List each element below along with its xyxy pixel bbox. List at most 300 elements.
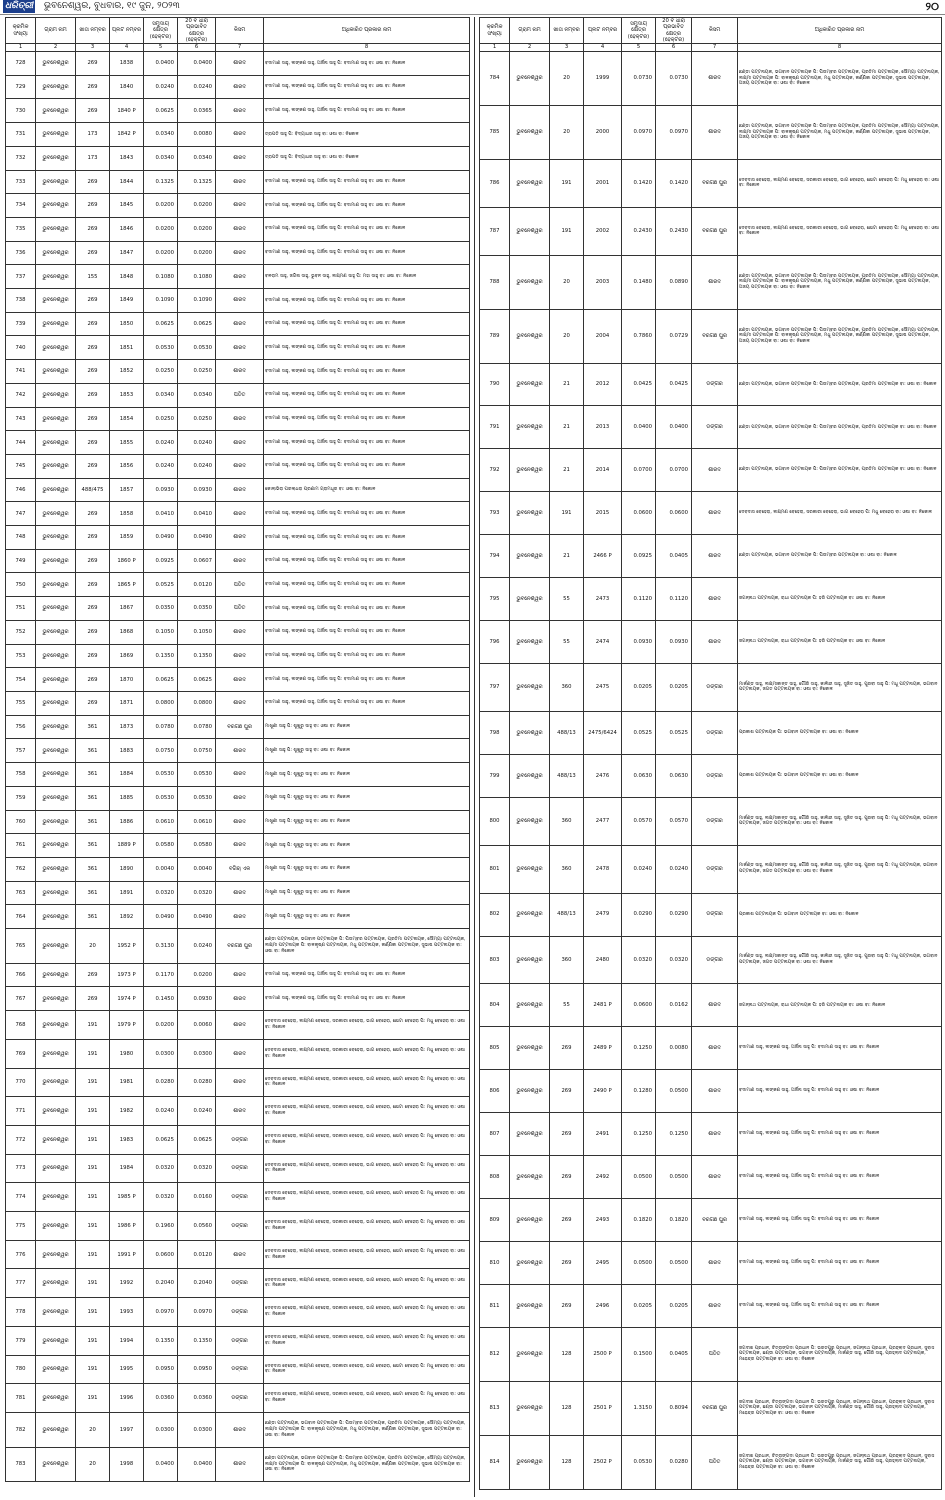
cell-serial: 733 — [6, 170, 36, 194]
cell-plot: 1847 — [110, 241, 144, 265]
table-row — [6, 431, 470, 455]
cell-khata: 20 — [550, 309, 584, 363]
table-row — [6, 360, 470, 384]
cell-owners: ଦେବଦାସ ବେହେରା, ଲକ୍ଷ୍ମଣ ବେହେରା, ସରକାରୀ ବେହେରା, ଭାଗ ବେହେରା, ଛୋଟା ବେହେରା ପି: ମଧୁ ବେହେରା ବା: ଓଷା ବା: ନିକୋଳ — [264, 1154, 470, 1183]
table-row — [6, 265, 470, 289]
cell-serial: 751 — [6, 597, 36, 621]
cell-village: ଭୁବନେଶ୍ୱର — [510, 1284, 550, 1327]
cell-affected-area: 0.0200 — [178, 217, 216, 241]
cell-total-area: 0.0525 — [622, 711, 656, 754]
cell-plot: 1889 P — [110, 834, 144, 858]
cell-total-area: 0.0410 — [144, 502, 178, 526]
cell-total-area: 0.0625 — [144, 1125, 178, 1154]
page-number: ୨୦ — [925, 0, 939, 13]
cell-village: ଭୁବନେଶ୍ୱର — [36, 123, 76, 147]
cell-khata: 269 — [76, 431, 110, 455]
cell-khata: 269 — [550, 1113, 584, 1156]
cell-affected-area: 0.1090 — [178, 289, 216, 313]
cell-total-area: 0.0530 — [622, 1435, 656, 1489]
cell-affected-area: 0.0730 — [656, 52, 692, 106]
cell-serial: 735 — [6, 217, 36, 241]
cell-village: ଭୁବନେଶ୍ୱର — [36, 146, 76, 170]
cell-khata: 269 — [550, 1156, 584, 1199]
cell-village: ଭୁବନେଶ୍ୱର — [36, 644, 76, 668]
cell-total-area: 0.0200 — [144, 241, 178, 265]
cell-affected-area: 0.0729 — [656, 309, 692, 363]
cell-kisam: ଶାରଦ — [692, 449, 738, 492]
cell-owners: ମାଖୁଣୀ ସାହୁ ପି: ଶୁଖୁରୁ ସାହୁ ବା: ଓଷା ବା: ନିକୋଳ — [264, 715, 470, 739]
cell-total-area: 0.1480 — [622, 255, 656, 309]
table-row — [6, 75, 470, 99]
cell-village: ଭୁବନେଶ୍ୱର — [510, 936, 550, 984]
cell-affected-area: 0.0970 — [656, 105, 692, 159]
cell-total-area: 0.7860 — [622, 309, 656, 363]
cell-serial: 787 — [480, 207, 510, 255]
cell-affected-area: 0.1250 — [656, 1113, 692, 1156]
cell-plot: 2013 — [584, 406, 622, 449]
cell-plot: 1846 — [110, 217, 144, 241]
cell-affected-area: 0.0750 — [178, 739, 216, 763]
cell-plot: 1857 — [110, 478, 144, 502]
table-body — [6, 52, 470, 1482]
cell-khata: 191 — [76, 1097, 110, 1126]
table-row — [480, 255, 942, 309]
cell-plot: 1973 P — [110, 963, 144, 987]
header-cell: ଖାତା ନମ୍ବର — [550, 18, 584, 44]
table-row — [6, 881, 470, 905]
cell-affected-area: 0.0780 — [178, 715, 216, 739]
land-acquisition-table-right — [479, 17, 942, 1490]
cell-kisam: ଶାରଦ — [692, 105, 738, 159]
cell-village: ଭୁବନେଶ୍ୱର — [36, 963, 76, 987]
cell-khata: 191 — [76, 1355, 110, 1384]
cell-serial: 742 — [6, 383, 36, 407]
cell-total-area: 0.0500 — [622, 1241, 656, 1284]
cell-total-area: 0.3130 — [144, 929, 178, 964]
cell-kisam: ଡଙ୍ଗର — [692, 363, 738, 406]
cell-affected-area: 0.0700 — [656, 449, 692, 492]
cell-total-area: 0.1350 — [144, 644, 178, 668]
cell-owners: ବଦାମାଣ ସାହୁ, ଲଙ୍କଣ ସାହୁ, ଅର୍ଜିନା ସାହୁ ପି: ବଦାମାଣ ସାହୁ ବା: ଓଷା ବା: ନିକୋଳ — [264, 170, 470, 194]
cell-village: ଭୁବନେଶ୍ୱର — [510, 1070, 550, 1113]
cell-khata: 488/13 — [550, 893, 584, 936]
cell-kisam: ଶାରଦ — [692, 621, 738, 664]
table-row — [480, 159, 942, 207]
cell-total-area: 0.0320 — [144, 1154, 178, 1183]
newspaper-logo: ଧରିତ୍ରୀ — [4, 1, 34, 11]
cell-village: ଭୁବନେଶ୍ୱର — [36, 810, 76, 834]
cell-serial: 790 — [480, 363, 510, 406]
header-cell: ଗ୍ରାମ ନାମ — [510, 18, 550, 44]
cell-village: ଭୁବନେଶ୍ୱର — [36, 1412, 76, 1447]
cell-total-area: 0.0500 — [622, 1156, 656, 1199]
cell-serial: 728 — [6, 52, 36, 76]
table-row — [6, 454, 470, 478]
cell-plot: 2495 — [584, 1241, 622, 1284]
cell-village: ଭୁବନେଶ୍ୱର — [36, 1298, 76, 1327]
cell-total-area: 0.0350 — [144, 597, 178, 621]
cell-serial: 759 — [6, 786, 36, 810]
table-row — [6, 549, 470, 573]
cell-owners: ଛଣ୍ଡା ପଟ୍ଟନାୟକ, ଭଗବାନ ପଟ୍ଟନାୟକ ପି: ପିତାମ୍ବର ପଟ୍ଟନାୟକ, ପ୍ରତିମା ପଟ୍ଟନାୟକ, ସୌମ୍ୟା ପଟ୍ଟନାୟକ, ଲକ୍ଷ୍ମୀ ପଟ୍ଟନାୟକ ପି: ବାଳକୃଷ୍ଣ ପଟ୍ଟନାୟକ, ମଧୁ ପଟ୍ଟନାୟକ, କର୍ଣ୍ଣିକା ପଟ୍ଟନାୟକ, ସୁଭାଷ ପଟ୍ଟନାୟକ ବା: ଓଷା ବା: ନିକୋଳ — [264, 1412, 470, 1447]
cell-total-area: 0.0625 — [144, 99, 178, 123]
cell-affected-area: 0.0240 — [656, 845, 692, 893]
cell-serial: 745 — [6, 454, 36, 478]
cell-serial: 783 — [6, 1447, 36, 1482]
cell-affected-area: 0.0250 — [178, 360, 216, 384]
cell-plot: 1892 — [110, 905, 144, 929]
cell-plot: 2475 — [584, 663, 622, 711]
cell-plot: 2501 P — [584, 1381, 622, 1435]
cell-village: ଭୁବନେଶ୍ୱର — [510, 1241, 550, 1284]
cell-affected-area: 0.0405 — [656, 1327, 692, 1381]
header-cell: 20 ବ ଧାରା ପ୍ରଭାବିତ କ୍ଷେତ୍ର (ହେକ୍ଟର) — [178, 18, 216, 44]
cell-affected-area: 0.0200 — [178, 241, 216, 265]
cell-kisam: ଶାରଦ — [216, 881, 264, 905]
cell-affected-area: 0.0340 — [178, 383, 216, 407]
cell-total-area: 0.0490 — [144, 905, 178, 929]
cell-village: ଭୁବନେଶ୍ୱର — [510, 255, 550, 309]
column-number: 8 — [264, 44, 470, 52]
cell-serial: 774 — [6, 1183, 36, 1212]
table-row — [6, 146, 470, 170]
cell-serial: 808 — [480, 1156, 510, 1199]
cell-serial: 810 — [480, 1241, 510, 1284]
cell-affected-area: 0.0400 — [656, 406, 692, 449]
cell-village: ଭୁବନେଶ୍ୱର — [36, 431, 76, 455]
cell-khata: 361 — [76, 739, 110, 763]
cell-khata: 191 — [76, 1011, 110, 1040]
column-number: 1 — [6, 44, 36, 52]
cell-khata: 191 — [550, 207, 584, 255]
table-row — [6, 644, 470, 668]
cell-serial: 776 — [6, 1240, 36, 1269]
cell-serial: 760 — [6, 810, 36, 834]
table-row — [480, 984, 942, 1027]
cell-owners: ବଦାମାଣ ସାହୁ, ଲଙ୍କଣ ସାହୁ, ଅର୍ଜିନା ସାହୁ ପି: ବଦାମାଣ ସାହୁ ବା: ଓଷା ବା: ନିକୋଳ — [264, 526, 470, 550]
cell-serial: 741 — [6, 360, 36, 384]
cell-kisam: ଡଙ୍ଗର — [692, 845, 738, 893]
cell-affected-area: 0.0625 — [178, 668, 216, 692]
cell-village: ଭୁବନେଶ୍ୱର — [36, 1039, 76, 1068]
cell-total-area: 0.1250 — [622, 1113, 656, 1156]
cell-kisam: ଡଙ୍ଗର — [216, 1212, 264, 1241]
cell-plot: 2491 — [584, 1113, 622, 1156]
cell-kisam: ଶାରଦ — [692, 255, 738, 309]
cell-village: ଭୁବନେଶ୍ୱର — [36, 265, 76, 289]
cell-village: ଭୁବନେଶ୍ୱର — [510, 845, 550, 893]
cell-village: ଭୁବନେଶ୍ୱର — [510, 1156, 550, 1199]
table-row — [480, 535, 942, 578]
table-row — [6, 1240, 470, 1269]
cell-affected-area: 0.0120 — [178, 573, 216, 597]
cell-owners: ଛଣ୍ଡା ପଟ୍ଟନାୟକ, ଭଗବାନ ପଟ୍ଟନାୟକ ପି: ପିତାମ୍ବର ପଟ୍ଟନାୟକ, ପ୍ରତିମା ପଟ୍ଟନାୟକ, ସୌମ୍ୟା ପଟ୍ଟନାୟକ, ଲକ୍ଷ୍ମୀ ପଟ୍ଟନାୟକ ପି: ବାଳକୃଷ୍ଣ ପଟ୍ଟନାୟକ, ମଧୁ ପଟ୍ଟନାୟକ, କର୍ଣ୍ଣିକା ପଟ୍ଟନାୟକ, ସୁଭାଷ ପଟ୍ଟନାୟକ, ଅଜୟ ପଟ୍ଟନାୟକ ବା: ଓଷା ବା: ନିକୋଳ — [738, 309, 942, 363]
cell-kisam: ବରଗଛ ଘୁର — [692, 159, 738, 207]
cell-total-area: 0.0970 — [622, 105, 656, 159]
cell-serial: 763 — [6, 881, 36, 905]
cell-owners: ବଦାମାଣ ସାହୁ, ଲଙ୍କଣ ସାହୁ, ଅର୍ଜିନା ସାହୁ ପି: ବଦାମାଣ ସାହୁ ବା: ଓଷା ବା: ନିକୋଳ — [264, 644, 470, 668]
table-row — [480, 711, 942, 754]
cell-kisam: ଡଙ୍ଗର — [216, 1125, 264, 1154]
column-number: 3 — [550, 44, 584, 52]
cell-khata: 191 — [76, 1068, 110, 1097]
cell-total-area: 0.2430 — [622, 207, 656, 255]
land-acquisition-table-left — [5, 17, 470, 1482]
table-row — [6, 1326, 470, 1355]
cell-total-area: 0.0750 — [144, 739, 178, 763]
cell-serial: 749 — [6, 549, 36, 573]
cell-village: ଭୁବନେଶ୍ୱର — [36, 170, 76, 194]
cell-affected-area: 0.0200 — [178, 194, 216, 218]
table-row — [6, 1355, 470, 1384]
table-row — [6, 526, 470, 550]
cell-serial: 771 — [6, 1097, 36, 1126]
table-row — [6, 1183, 470, 1212]
cell-plot: 2489 P — [584, 1027, 622, 1070]
cell-owners: ଛଣ୍ଡା ପଟ୍ଟନାୟକ, ଭଗବାନ ପଟ୍ଟନାୟକ ପି: ପିତାମ୍ବର ପଟ୍ଟନାୟକ, ପ୍ରତିମା ପଟ୍ଟନାୟକ ବା: ଓଷା ବା: ନିକୋଳ — [738, 449, 942, 492]
cell-village: ଭୁବନେଶ୍ୱର — [510, 52, 550, 106]
cell-affected-area: 0.0400 — [178, 1447, 216, 1482]
cell-total-area: 0.0320 — [144, 1183, 178, 1212]
table-row — [6, 1212, 470, 1241]
cell-serial: 773 — [6, 1154, 36, 1183]
table-row — [480, 363, 942, 406]
cell-village: ଭୁବନେଶ୍ୱର — [510, 363, 550, 406]
cell-village: ଭୁବନେଶ୍ୱର — [36, 241, 76, 265]
cell-total-area: 0.1250 — [622, 1027, 656, 1070]
cell-village: ଭୁବନେଶ୍ୱର — [36, 52, 76, 76]
table-row — [6, 289, 470, 313]
cell-khata: 191 — [76, 1039, 110, 1068]
column-number: 8 — [738, 44, 942, 52]
cell-affected-area: 0.0080 — [656, 1027, 692, 1070]
cell-khata: 20 — [550, 255, 584, 309]
cell-plot: 1890 — [110, 857, 144, 881]
cell-serial: 779 — [6, 1326, 36, 1355]
cell-serial: 762 — [6, 857, 36, 881]
table-row — [480, 1113, 942, 1156]
cell-serial: 730 — [6, 99, 36, 123]
cell-plot: 1886 — [110, 810, 144, 834]
cell-plot: 2480 — [584, 936, 622, 984]
cell-village: ଭୁବନେଶ୍ୱର — [36, 905, 76, 929]
cell-village: ଭୁବନେଶ୍ୱର — [36, 1384, 76, 1413]
table-row — [6, 929, 470, 964]
cell-village: ଭୁବନେଶ୍ୱର — [36, 217, 76, 241]
cell-kisam: ଶାରଦ — [216, 502, 264, 526]
cell-khata: 20 — [550, 105, 584, 159]
cell-serial: 781 — [6, 1384, 36, 1413]
cell-plot: 2502 P — [584, 1435, 622, 1489]
cell-affected-area: 0.0240 — [178, 75, 216, 99]
cell-khata: 191 — [76, 1154, 110, 1183]
cell-plot: 2479 — [584, 893, 622, 936]
table-row — [480, 309, 942, 363]
table-row — [6, 170, 470, 194]
cell-affected-area: 0.0930 — [656, 621, 692, 664]
cell-plot: 1858 — [110, 502, 144, 526]
table-row — [6, 739, 470, 763]
cell-total-area: 0.0930 — [144, 478, 178, 502]
cell-owners: ବଦାମାଣ ସାହୁ, ଲଙ୍କଣ ସାହୁ, ଅର୍ଜିନା ସାହୁ ପି: ବଦାମାଣ ସାହୁ ବା: ଓଷା ବା: ନିକୋଳ — [264, 52, 470, 76]
cell-village: ଭୁବନେଶ୍ୱର — [510, 621, 550, 664]
cell-owners: ଦେବଦାସ ବେହେରା, ଲକ୍ଷ୍ମଣ ବେହେରା, ସରକାରୀ ବେହେରା, ଭାଗ ବେହେରା, ଛୋଟା ବେହେରା ପି: ମଧୁ ବେହେରା ବା: ଓଷା ବା: ନିକୋଳ — [264, 1298, 470, 1327]
cell-plot: 2490 P — [584, 1070, 622, 1113]
cell-total-area: 0.1050 — [144, 620, 178, 644]
cell-village: ଭୁବନେଶ୍ୱର — [510, 1381, 550, 1435]
header-row — [6, 18, 470, 44]
cell-owners: ମାର୍କଣ୍ଡ ସାହୁ, ଲକ୍ଷ୍ମୀକାନ୍ତ ସାହୁ, ଗୌରି ସାହୁ, କାଳିନ୍ଦୀ ସାହୁ, ସୁଜିତ ସାହୁ, ପୁରବୀ ସାହୁ ପି: ମଧୁ ପଟ୍ଟନାୟକ, ଭଗବାନ ପଟ୍ଟନାୟକ, ଜଗତ ପଟ୍ଟନାୟକ ବା: ଓଷା ବା: ନିକୋଳ — [738, 663, 942, 711]
cell-village: ଭୁବନେଶ୍ୱର — [36, 1097, 76, 1126]
cell-serial: 805 — [480, 1027, 510, 1070]
cell-village: ଭୁବନେଶ୍ୱର — [36, 857, 76, 881]
cell-kisam: ଶାରଦ — [216, 478, 264, 502]
cell-khata: 269 — [76, 526, 110, 550]
cell-village: ଭୁବନେଶ୍ୱର — [36, 1011, 76, 1040]
cell-plot: 1984 — [110, 1154, 144, 1183]
cell-khata: 191 — [76, 1298, 110, 1327]
cell-plot: 1868 — [110, 620, 144, 644]
table-row — [6, 1447, 470, 1482]
table-row — [6, 1269, 470, 1298]
cell-total-area: 0.0400 — [144, 52, 178, 76]
cell-affected-area: 0.0300 — [178, 1412, 216, 1447]
cell-affected-area: 0.0320 — [178, 1154, 216, 1183]
table-row — [6, 834, 470, 858]
cell-total-area: 0.2040 — [144, 1269, 178, 1298]
cell-affected-area: 0.0500 — [656, 1241, 692, 1284]
cell-village: ଭୁବନେଶ୍ୱର — [36, 360, 76, 384]
cell-owners: ଛଣ୍ଡା ପଟ୍ଟନାୟକ, ଭଗବାନ ପଟ୍ଟନାୟକ ପି: ପିତାମ୍ବର ପଟ୍ଟନାୟକ, ପ୍ରତିମା ପଟ୍ଟନାୟକ, ସୌମ୍ୟା ପଟ୍ଟନାୟକ, ଲକ୍ଷ୍ମୀ ପଟ୍ଟନାୟକ ପି: ବାଳକୃଷ୍ଣ ପଟ୍ଟନାୟକ, ମଧୁ ପଟ୍ଟନାୟକ, କର୍ଣ୍ଣିକା ପଟ୍ଟନାୟକ, ସୁଭାଷ ପଟ୍ଟନାୟକ, ଅଜୟ ପଟ୍ଟନାୟକ ବା: ଓଷା ବା: ନିକୋଳ — [738, 255, 942, 309]
table-row — [480, 1284, 942, 1327]
cell-khata: 361 — [76, 810, 110, 834]
cell-khata: 21 — [550, 449, 584, 492]
cell-owners: ଛଣ୍ଡା ପଟ୍ଟନାୟକ, ଭଗବାନ ପଟ୍ଟନାୟକ ପି: ପିତାମ୍ବର ପଟ୍ଟନାୟକ, ପ୍ରତିମା ପଟ୍ଟନାୟକ ବା: ଓଷା ବା: ନିକୋଳ — [738, 363, 942, 406]
cell-serial: 812 — [480, 1327, 510, 1381]
cell-owners: ପ୍ରକାଶ ପଟ୍ଟନାୟକ ପି: ଭଗବାନ ପଟ୍ଟନାୟକ ବା: ଓଷା ବା: ନିକୋଳ — [738, 711, 942, 754]
header-cell: ପ୍ଲଟ ନମ୍ବର — [584, 18, 622, 44]
cell-plot: 1991 P — [110, 1240, 144, 1269]
cell-serial: 729 — [6, 75, 36, 99]
cell-kisam: ଶାରଦ — [216, 217, 264, 241]
cell-total-area: 0.0250 — [144, 360, 178, 384]
cell-total-area: 0.0205 — [622, 663, 656, 711]
cell-khata: 360 — [550, 797, 584, 845]
cell-total-area: 0.0625 — [144, 668, 178, 692]
cell-plot: 1853 — [110, 383, 144, 407]
cell-village: ଭୁବନେଶ୍ୱର — [36, 668, 76, 692]
cell-plot: 1979 P — [110, 1011, 144, 1040]
cell-total-area: 0.0240 — [144, 431, 178, 455]
cell-owners: ବଦାମାଣ ସାହୁ, ଲଙ୍କଣ ସାହୁ, ଅର୍ଜିନା ସାହୁ ପି: ବଦାମାଣ ସାହୁ ବା: ଓଷା ବା: ନିକୋଳ — [264, 668, 470, 692]
cell-plot: 1884 — [110, 763, 144, 787]
table-row — [6, 763, 470, 787]
table-row — [480, 406, 942, 449]
cell-village: ଭୁବନେଶ୍ୱର — [36, 1269, 76, 1298]
cell-village: ଭୁବନେଶ୍ୱର — [36, 549, 76, 573]
cell-khata: 269 — [550, 1284, 584, 1327]
cell-total-area: 0.0925 — [622, 535, 656, 578]
cell-total-area: 0.0280 — [144, 1068, 178, 1097]
cell-khata: 269 — [76, 360, 110, 384]
cell-plot: 2476 — [584, 754, 622, 797]
table-row — [6, 786, 470, 810]
cell-total-area: 0.0490 — [144, 526, 178, 550]
cell-village: ଭୁବନେଶ୍ୱର — [36, 454, 76, 478]
cell-kisam: ଶାରଦ — [216, 668, 264, 692]
cell-affected-area: 0.0530 — [178, 763, 216, 787]
cell-kisam: ଶାରଦ — [692, 1113, 738, 1156]
cell-kisam: ବରଗଛ ଘୁର — [692, 1199, 738, 1242]
cell-affected-area: 0.0580 — [178, 834, 216, 858]
cell-serial: 750 — [6, 573, 36, 597]
cell-plot: 1983 — [110, 1125, 144, 1154]
cell-khata: 269 — [76, 241, 110, 265]
dateline: ଭୁବନେଶ୍ୱର, ବୁଧବାର, ୧୯ ଜୁନ, ୨୦୨୩ — [44, 1, 180, 11]
cell-plot: 1982 — [110, 1097, 144, 1126]
cell-total-area: 0.0780 — [144, 715, 178, 739]
cell-total-area: 0.0300 — [144, 1039, 178, 1068]
cell-kisam: ଡଙ୍ଗର — [216, 1355, 264, 1384]
column-number: 4 — [584, 44, 622, 52]
cell-owners: ତ୍ରାପତି ସାହୁ ପି: ବିଦ୍ୟାଧର ସାହୁ ବା: ଓଷା ବା: ନିକୋଳ — [264, 146, 470, 170]
cell-kisam: ଡଙ୍ଗର — [216, 1269, 264, 1298]
cell-owners: ମାଖୁଣୀ ସାହୁ ପି: ଶୁଖୁରୁ ସାହୁ ବା: ଓଷା ବା: ନିକୋଳ — [264, 834, 470, 858]
cell-total-area: 0.1350 — [144, 1326, 178, 1355]
cell-owners: ବଦାମାଣ ସାହୁ, ଲଙ୍କଣ ସାହୁ, ଅର୍ଜିନା ସାହୁ ପି: ବଦାମାଣ ସାହୁ ବା: ଓଷା ବା: ନିକୋଳ — [264, 454, 470, 478]
cell-khata: 269 — [76, 336, 110, 360]
cell-khata: 360 — [550, 663, 584, 711]
cell-affected-area: 0.0340 — [178, 146, 216, 170]
cell-plot: 1850 — [110, 312, 144, 336]
cell-khata: 269 — [76, 987, 110, 1011]
cell-serial: 792 — [480, 449, 510, 492]
header-cell: ଅଧିକାରିତ ପ୍ରକାର ନାମ — [264, 18, 470, 44]
cell-owners: ବଦାମାଣ ସାହୁ, ଲଙ୍କଣ ସାହୁ, ଅର୍ଜିନା ସାହୁ ପି: ବଦାମାଣ ସାହୁ ବା: ଓଷା ବା: ନିକୋଳ — [264, 75, 470, 99]
table-row — [6, 383, 470, 407]
cell-kisam: ଶାରଦ — [216, 763, 264, 787]
cell-plot: 1865 P — [110, 573, 144, 597]
cell-serial: 757 — [6, 739, 36, 763]
cell-plot: 2015 — [584, 492, 622, 535]
cell-affected-area: 0.0240 — [178, 1097, 216, 1126]
cell-khata: 269 — [76, 502, 110, 526]
cell-village: ଭୁବନେଶ୍ୱର — [36, 502, 76, 526]
cell-village: ଭୁବନେଶ୍ୱର — [510, 711, 550, 754]
cell-plot: 1885 — [110, 786, 144, 810]
cell-khata: 269 — [76, 597, 110, 621]
cell-kisam: ଶାରଦ — [216, 1240, 264, 1269]
cell-khata: 361 — [76, 857, 110, 881]
cell-total-area: 0.0250 — [144, 407, 178, 431]
cell-serial: 740 — [6, 336, 36, 360]
cell-affected-area: 0.1080 — [178, 265, 216, 289]
cell-village: ଭୁବନେଶ୍ୱର — [36, 1212, 76, 1241]
cell-khata: 269 — [76, 620, 110, 644]
cell-kisam: ଡଙ୍ଗର — [216, 1154, 264, 1183]
cell-serial: 732 — [6, 146, 36, 170]
cell-affected-area: 0.0280 — [178, 1068, 216, 1097]
cell-khata: 269 — [76, 312, 110, 336]
cell-total-area: 0.1120 — [622, 578, 656, 621]
cell-serial: 782 — [6, 1412, 36, 1447]
cell-owners: ଦେବଦାସ ବେହେରା, ଲକ୍ଷ୍ମଣ ବେହେରା, ସରକାରୀ ବେହେରା, ଭାଗ ବେହେରା, ଛୋଟା ବେହେରା ପି: ମଧୁ ବେହେରା ବା: ଓଷା ବା: ନିକୋଳ — [264, 1240, 470, 1269]
cell-total-area: 0.1450 — [144, 987, 178, 1011]
cell-khata: 20 — [76, 929, 110, 964]
cell-village: ଭୁବନେଶ୍ୱର — [36, 691, 76, 715]
cell-serial: 795 — [480, 578, 510, 621]
table-row — [6, 715, 470, 739]
